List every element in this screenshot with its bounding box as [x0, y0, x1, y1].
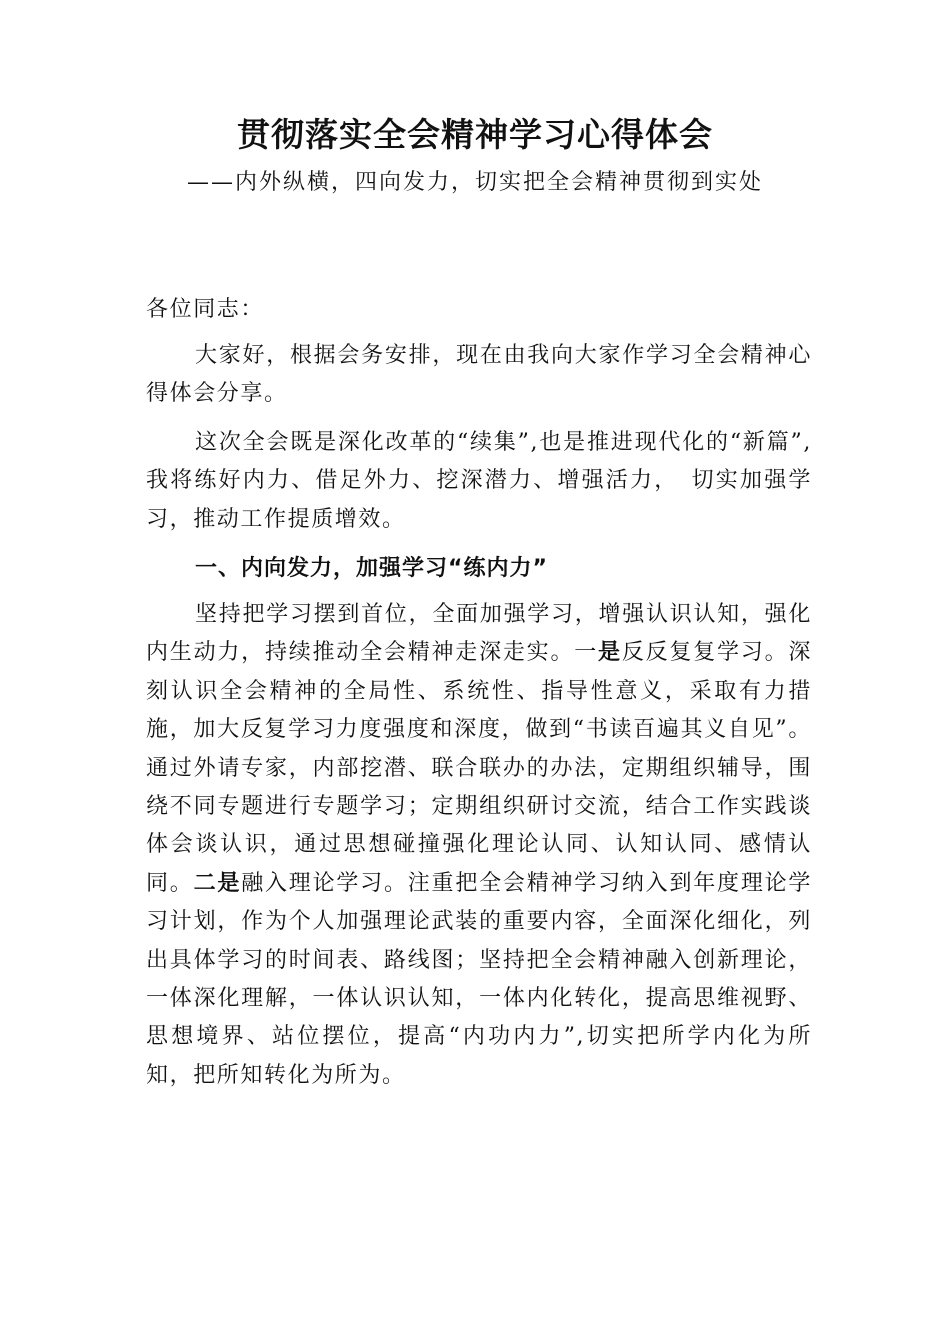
section-1-body: [146, 596, 812, 1095]
section-1-mark-first: 是: [598, 640, 622, 666]
section-1-mark-second: 二是: [193, 870, 242, 896]
section-1-text-c: 融入理论学习。注重把全会精神学习纳入到年度理论学习计划，作为个人加强理论武装的重要内容，全面深化细化，列出具体学习的时间表、路线图；坚持把全会精神融入创新理论，一体深化理解，一体认识认知，一体内化转化，提高思维视野、思想境界、站位摆位，提高“内功内力”,切实把所学内化为所知，把所知转化为所为。: [146, 870, 813, 1088]
section-heading-1: 一、内向发力，加强学习“练内力”: [195, 556, 548, 581]
document-subtitle: ——内外纵横，四向发力，切实把全会精神贯彻到实处: [186, 170, 763, 195]
paragraph-greeting: 大家好，根据会务安排，现在由我向大家作学习全会精神心得体会分享。: [146, 343, 812, 407]
paragraph-intro: 这次全会既是深化改革的“续集”,也是推进现代化的“新篇”,我将练好内力、借足外力、挖深潜力、增强活力， 切实加强学习，推动工作提质增效。: [146, 430, 812, 532]
section-1-text-b: 反反复复学习。深刻认识全会精神的全局性、系统性、指导性意义，采取有力措施，加大反复学习力度强度和深度，做到“书读百遍其义自见”。通过外请专家，内部挖潜、联合联办的办法，定期组织辅导，围绕不同专题进行专题学习；定期组织研讨交流，结合工作实践谈体会谈认识，通过思想碰撞强化理论认同、认知认同、感情认同。: [146, 640, 812, 896]
document-title: 贯彻落实全会精神学习心得体会: [237, 115, 713, 154]
section-1-text-a: 坚持把学习摆到首位，全面加强学习，增强认识认知，强化内生动力，持续推动全会精神走深走实。一: [146, 602, 812, 666]
salutation: 各位同志：: [146, 297, 265, 322]
